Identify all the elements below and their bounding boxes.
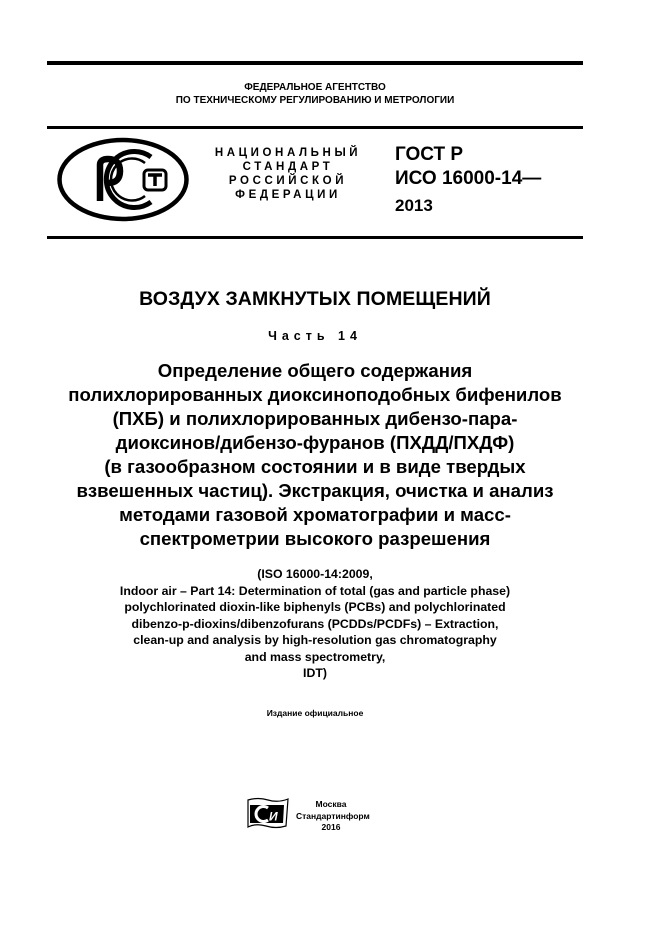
standard-code xyxy=(395,143,541,218)
iso-reference-line: polychlorinated dioxin-like biphenyls (PCBs) and polychlorinated xyxy=(124,600,506,614)
standard-code-year: 2013 xyxy=(395,196,433,215)
agency-line-2: ПО ТЕХНИЧЕСКОМУ РЕГУЛИРОВАНИЮ И МЕТРОЛОГИИ xyxy=(175,95,455,106)
agency-header xyxy=(47,81,583,107)
subtitle-line: (в газообразном состоянии и в виде твердых xyxy=(104,456,526,477)
standard-code-line-1: ГОСТ Р xyxy=(395,144,464,165)
document-title: ВОЗДУХ ЗАМКНУТЫХ ПОМЕЩЕНИЙ xyxy=(139,288,491,310)
iso-reference-line: clean-up and analysis by high-resolution gas chromatography xyxy=(133,633,497,647)
iso-reference-line: IDT) xyxy=(303,666,327,680)
gost-r-logo-icon xyxy=(56,137,190,222)
subtitle-line: Определение общего содержания xyxy=(157,360,473,381)
edition-label: Издание официальное xyxy=(266,708,364,718)
standard-block-top-rule xyxy=(47,126,583,129)
standard-block-bottom-rule xyxy=(47,236,583,239)
publisher-info xyxy=(296,799,370,834)
part-number: Часть 14 xyxy=(268,329,362,343)
top-rule xyxy=(47,61,583,65)
iso-reference-line: Indoor air – Part 14: Determination of total (gas and particle phase) xyxy=(119,583,511,598)
subtitle-line: (ПХБ) и полихлорированных дибензо-пара- xyxy=(112,408,518,429)
national-standard-line: ФЕДЕРАЦИИ xyxy=(235,189,341,201)
subtitle-line: диоксинов/дибензо-фуранов (ПХДД/ПХДФ) xyxy=(115,432,515,453)
agency-line-1: ФЕДЕРАЛЬНОЕ АГЕНТСТВО xyxy=(244,82,386,93)
subtitle-line: взвешенных частиц). Экстракция, очистка и анализ xyxy=(76,480,554,501)
national-standard-label xyxy=(207,146,369,202)
standartinform-logo-icon xyxy=(246,797,290,829)
publisher-city: Москва xyxy=(315,799,347,809)
iso-reference-line: (ISO 16000-14:2009, xyxy=(257,567,373,581)
publisher-year: 2016 xyxy=(321,822,341,832)
standard-code-line-2: ИСО 16000-14— xyxy=(395,168,542,189)
svg-text:И: И xyxy=(269,809,278,824)
iso-reference xyxy=(30,566,600,682)
subtitle-line: методами газовой хроматографии и масс- xyxy=(119,504,511,525)
document-subtitle xyxy=(20,359,610,551)
iso-reference-line: and mass spectrometry, xyxy=(244,649,386,664)
national-standard-line: РОССИЙСКОЙ xyxy=(228,175,348,187)
national-standard-line: НАЦИОНАЛЬНЫЙ xyxy=(214,147,362,159)
subtitle-line: полихлорированных диоксиноподобных бифенилов xyxy=(68,384,562,405)
subtitle-line: спектрометрии высокого разрешения xyxy=(139,528,491,549)
national-standard-line: СТАНДАРТ xyxy=(242,161,334,173)
publisher-name: Стандартинформ xyxy=(296,810,370,821)
iso-reference-line: dibenzo-p-dioxins/dibenzofurans (PCDDs/PCDFs) – Extraction, xyxy=(131,616,499,631)
